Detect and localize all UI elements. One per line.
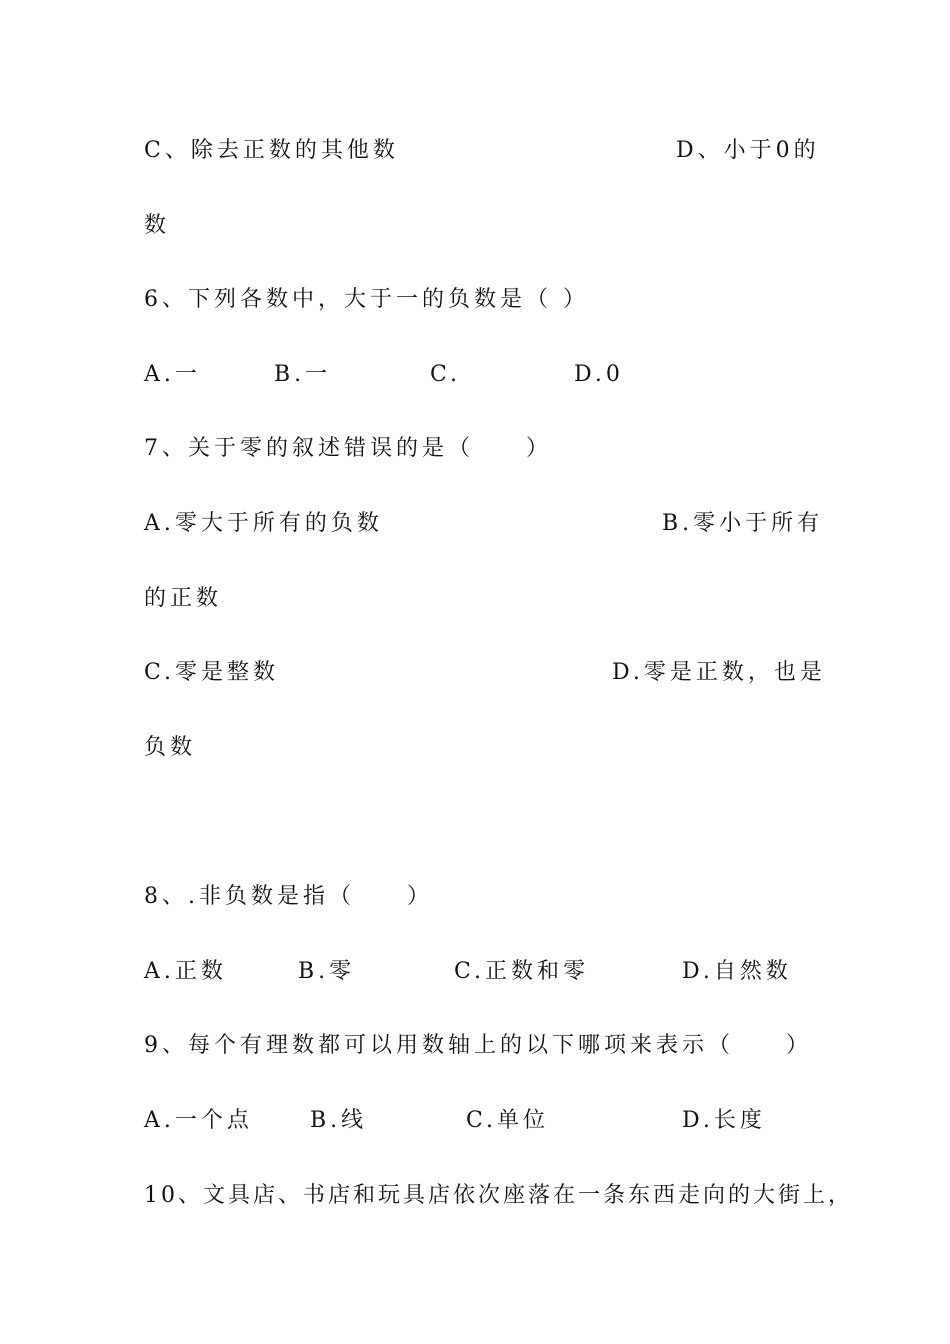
q6-option-d: D.0 — [574, 362, 624, 387]
q9-stem: 9、每个有理数都可以用数轴上的以下哪项来表示（ ） — [144, 1033, 812, 1058]
q8-option-c: C.正数和零 — [454, 959, 590, 984]
q7-option-b-wrap: 的正数 — [144, 586, 223, 611]
q8-option-d: D.自然数 — [682, 959, 792, 984]
q7-option-a: A.零大于所有的负数 — [144, 511, 383, 536]
q9-option-c: C.单位 — [466, 1108, 550, 1133]
q7-option-c: C.零是整数 — [144, 660, 280, 685]
q6-option-c: C. — [430, 362, 462, 387]
q7-option-d: D.零是正数，也是 — [612, 660, 826, 685]
q5-option-d: D、小于0的 — [676, 138, 820, 163]
q8-stem: 8、.非负数是指（ ） — [144, 884, 433, 909]
q6-option-a: A.一 — [144, 362, 201, 387]
q5-option-d-wrap: 数 — [144, 213, 171, 238]
q7-option-d-wrap: 负数 — [144, 735, 197, 760]
q9-option-a: A.一个点 — [144, 1108, 253, 1133]
q10-stem: 10、文具店、书店和玩具店依次座落在一条东西走向的大街上， — [144, 1183, 853, 1208]
q8-option-a: A.正数 — [144, 959, 227, 984]
q6-option-b: B.一 — [274, 362, 332, 387]
q8-option-b: B.零 — [298, 959, 356, 984]
q5-option-c: C、除去正数的其他数 — [144, 138, 399, 163]
q9-option-b: B.线 — [310, 1108, 368, 1133]
q7-option-b: B.零小于所有 — [662, 511, 824, 536]
q9-option-d: D.长度 — [682, 1108, 766, 1133]
q7-stem: 7、关于零的叙述错误的是（ ） — [144, 436, 552, 461]
q6-stem: 6、下列各数中，大于一的负数是（ ） — [144, 287, 589, 312]
